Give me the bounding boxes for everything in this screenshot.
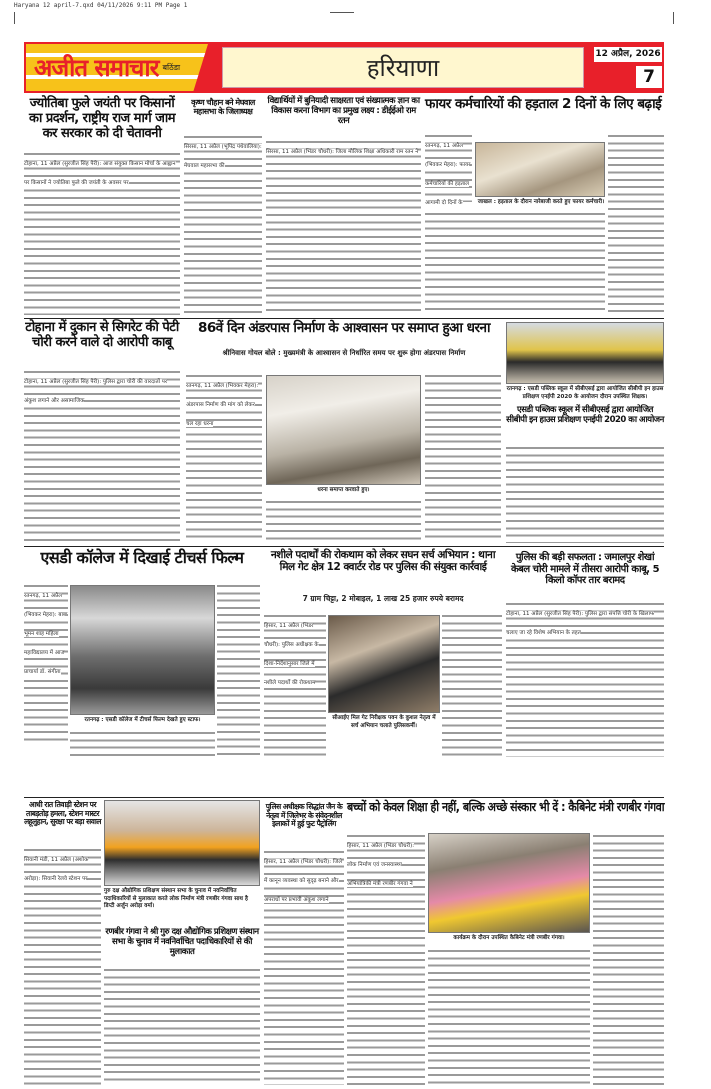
headline-drugs: नशीले पदार्थों की रोकथाम को लेकर सघन सर्च अभियान : थाना मिल गेट क्षेत्र 12 क्वार्टर रोड पर पुलिस की संयुक्त कार्रवाई xyxy=(270,549,496,574)
caption-gangwa-meeting: गुरु दक्ष औद्योगिक प्रशिक्षण संस्थान सभा के चुनाव में नवनिर्वाचित पदाधिकारियों से मुलाकात करते लोक निर्माण मंत्री रणबीर गंगवा साथ है डिप्टी अर्जुन अरोड़ा वर्मा। xyxy=(104,888,248,909)
lead-phule: टोहाना, 11 अप्रैल (सुरजीत सिंह पैरी): आज संयुक्त किसान मोर्चा के आह्वान पर किसानों ने ज्योतिबा फुले की जयंती के अवसर पर xyxy=(24,161,176,186)
article-police xyxy=(506,600,664,757)
lead-station: सिवानी मंडी, 11 अप्रैल (अशोक अरोड़ा): सिवानी रेलवे स्टेशन पर xyxy=(24,857,89,882)
lead-underpass: रतनगढ़, 11 अप्रैल (भिवकर मेहरा): अंडरपास निर्माण की मांग को लेकर चल रहा धरना xyxy=(186,383,259,427)
headline-phule: ज्योतिबा फुले जयंती पर किसानों का प्रदर्शन, राष्ट्रीय राज मार्ग जाम कर सरकार को दी चेतावनी xyxy=(28,96,176,141)
headline-underpass-text: 86वें दिन अंडरपास निर्माण के आश्वासन पर समाप्त हुआ धरना xyxy=(198,320,490,336)
article-sp xyxy=(264,848,344,1085)
headline-sdcollege-text: एसडी कॉलेज में दिखाई टीचर्स फिल्म xyxy=(40,548,244,567)
article-fire-cont xyxy=(425,210,605,315)
section-title: हरियाणा xyxy=(222,47,584,88)
headline-students: विद्यार्थियों में बुनियादी साक्षरता एवं संख्यात्मक ज्ञान का विकास करना विभाग का प्रमुख लक्ष्य : डीईईओ राम रतन xyxy=(267,96,420,126)
lead-sp: हिसार, 11 अप्रैल (भिंडर चौधरी): जिले में कानून व्यवस्था को सुदृढ़ बनाने और अपराधों पर प्रभावी अंकुश लगाने xyxy=(264,859,343,903)
divider xyxy=(24,797,664,798)
article-children-cont xyxy=(428,947,590,1085)
photo-sdcollege xyxy=(70,585,215,715)
article-cbse xyxy=(506,444,664,543)
headline-police: पुलिस की बड़ी सफलता : जमालपुर शेखां केबल चोरी मामले में तीसरा आरोपी काबू, 5 किलो कॉपर तार बरामद xyxy=(510,552,660,586)
article-drugs-col xyxy=(442,612,502,757)
photo-cbse-group xyxy=(506,322,664,384)
headline-underpass xyxy=(186,321,502,345)
page-number: 7 xyxy=(636,66,662,88)
registration-mark xyxy=(330,12,354,13)
masthead xyxy=(24,42,664,93)
photo-children-event xyxy=(428,833,590,933)
headline-cigarette: टोहाना में दुकान से सिगरेट की पेटी चोरी करने वाले दो आरोपी काबू xyxy=(25,320,179,350)
file-slug: Haryana 12 april-7.qxd 04/11/2026 9:11 PM Page 1 xyxy=(14,2,188,9)
headline-gangwa-meeting: रणबीर गंगवा ने श्री गुरु दक्ष औद्योगिक प्रशिक्षण संस्थान सभा के चुनाव में नवनिर्वाचित पदाधिकारियों से की मुलाकात xyxy=(105,927,259,957)
subhead-drugs-text: 7 ग्राम चिट्टा, 2 मोबाइल, 1 लाख 25 हजार रुपये बरामद xyxy=(302,594,464,603)
caption-fire: जाखल : हड़ताल के दौरान नारेबाजी करते हुए फायर कर्मचारी। xyxy=(477,199,605,205)
headline-sp: पुलिस अधीक्षक सिद्धांत जैन के नेतृत्व में जिलेभर के संवेदनशील इलाकों में हुई फुट पैट्रोलिंग xyxy=(265,802,343,829)
crop-mark xyxy=(14,12,15,24)
photo-fire-protest xyxy=(475,142,605,197)
article-fire xyxy=(425,132,472,206)
photo-drugs-search xyxy=(328,615,440,713)
lead-cigarette: टोहाना, 11 अप्रैल (सुरजीत सिंह पैरी): पुलिस द्वारा चोरी की वारदातों पर अंकुश लगाने और असामाजिक xyxy=(24,379,168,404)
photo-gangwa-meeting xyxy=(104,800,260,886)
headline-sdcollege xyxy=(24,549,260,575)
article-drugs xyxy=(264,612,326,757)
headline-fire-text: फायर कर्मचारियों की हड़ताल 2 दिनों के लिए बढ़ाई xyxy=(425,96,662,112)
issue-date: 12 अप्रैल, 2026 xyxy=(594,47,662,62)
crop-mark xyxy=(673,12,674,24)
article-underpass-col xyxy=(425,372,501,543)
headline-children-text: बच्चों को केवल शिक्षा ही नहीं, बल्कि अच्छे संस्कार भी दें : कैबिनेट मंत्री रणबीर गंगवा xyxy=(347,799,665,814)
divider xyxy=(24,318,664,319)
caption-drugs: सीआईए मिल गेट निरीक्षक पवन के कुशल नेतृत्व में सर्च अभियान चलाते पुलिसकर्मी। xyxy=(332,715,436,729)
edition-city: बठिंडा xyxy=(162,63,181,72)
article-phule xyxy=(24,150,180,315)
headline-krishan: कृष्ण चौहान बने मेघवाल महासभा के जिलाध्यक्ष xyxy=(191,98,255,117)
headline-cbse: एसडी पब्लिक स्कूल में सीबीएसई द्वारा आयोजित सीबीपी इन हाउस प्रशिक्षण एनईपी 2020 का आयोजन xyxy=(506,405,664,425)
article-children xyxy=(347,832,425,1085)
article-sdcollege-col xyxy=(217,582,260,757)
subhead-drugs xyxy=(264,594,502,606)
lead-police: टोहाना, 11 अप्रैल (सुरजीत सिंह पैरी): पुलिस द्वारा संपत्ति चोरी के खिलाफ चलाए जा रहे विशेष अभियान के तहत xyxy=(506,611,655,636)
article-underpass xyxy=(186,372,262,543)
subhead-underpass-text: श्रीनिवास गोयल बोले : मुख्यमंत्री के आश्वासन से निर्धारित समय पर शुरू होगा अंडरपास निर्माण xyxy=(222,349,466,357)
article-sdcollege xyxy=(24,582,68,742)
article-cigarette xyxy=(24,368,180,543)
lead-children: हिसार, 11 अप्रैल (भिंडर चौधरी): लोक निर्माण एवं जनस्वास्थ्य अभियांत्रिकी मंत्री रणबीर गंगवा ने xyxy=(347,843,415,887)
article-students xyxy=(266,138,421,315)
caption-children: कार्यक्रम के दौरान उपस्थित कैबिनेट मंत्री रणबीर गंगवा। xyxy=(453,935,565,941)
caption-underpass: धरना समाप्त करवाते हुए। xyxy=(317,487,370,493)
lead-drugs: हिसार, 11 अप्रैल (भिंडर चौधरी): पुलिस अधीक्षक के दिशा-निर्देशानुसार जिले में नशीले पदार्थों की रोकथाम xyxy=(264,623,319,686)
photo-underpass xyxy=(266,375,421,485)
article-fire-col xyxy=(608,132,664,315)
article-underpass-cont xyxy=(266,498,421,543)
caption-sdcollege: रतनगढ़ : एसडी कॉलेज में टीचर्स फिल्म देखते हुए स्टाफ। xyxy=(84,717,201,723)
article-krishan xyxy=(184,133,262,315)
article-gangwa-meeting xyxy=(104,966,260,1085)
lead-krishan: सिरसा, 11 अप्रैल (भूपिंद्र पंथेवालिया): मेघवाल महासभा की xyxy=(184,144,262,169)
lead-fire: रतनगढ़, 11 अप्रैल (भिवकर मेहरा): फायर कर्मचारियों की हड़ताल आगामी दो दिनों के xyxy=(425,143,470,244)
subhead-underpass xyxy=(186,349,502,361)
lead-sdcollege: रतनगढ़, 11 अप्रैल (भिवकर मेहरा): बाबा भूमन शाह महिला महाविद्यालय में आज प्राचार्या डॉ. संगीता xyxy=(24,593,68,675)
article-station xyxy=(24,846,101,1085)
caption-cbse: रतनगढ़ : एसडी पब्लिक स्कूल में सीबीएसई द्वारा आयोजित सीबीपी इन हाउस प्रशिक्षण एनईपी 2020 के आयोजन दौरान उपस्थित शिक्षक। xyxy=(506,386,664,400)
headline-station: आधी रात तिवाड़ी स्टेशन पर ताबड़तोड़ हमला, स्टेशन मास्टर लहूलुहान, सुरक्षा पर बड़ा सवाल xyxy=(24,800,101,827)
logo-row xyxy=(34,44,194,91)
divider xyxy=(24,546,664,547)
lead-students: सिरसा, 11 अप्रैल (भिंडर चौधरी): जिला मौलिक शिक्षा अधिकारी राम रतन ने xyxy=(266,149,419,155)
newspaper-logo: अजीत समाचार xyxy=(34,54,159,82)
headline-children xyxy=(347,800,664,826)
article-sdcollege-cont xyxy=(70,729,215,757)
headline-fire xyxy=(425,97,665,125)
article-children-col xyxy=(593,832,664,1085)
